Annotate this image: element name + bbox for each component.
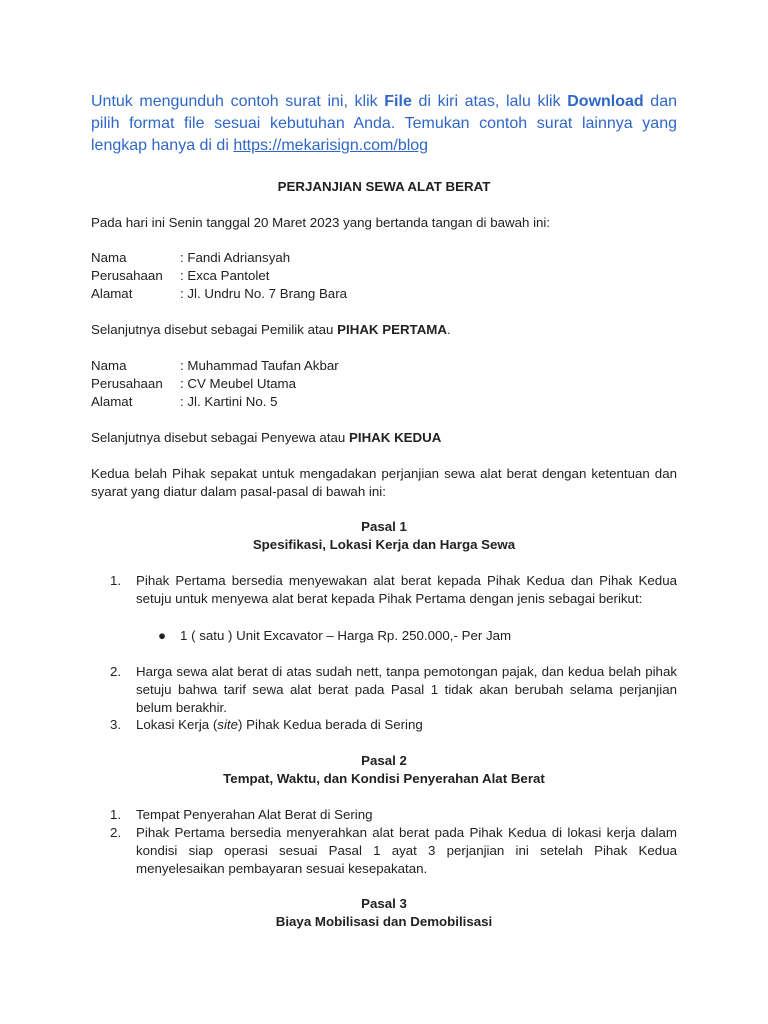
field-value: : Exca Pantolet bbox=[180, 268, 270, 283]
pasal2-item2: Pihak Pertama bersedia menyerahkan alat berat pada Pihak Kedua di lokasi kerja dalam kondisi siap operasi sesuai Pasal 1 ayat 3 perjanjian ini setelah Pihak Kedua menyelesaikan pembayaran sesuai kesepakatan. bbox=[136, 825, 677, 876]
party1-name-row bbox=[91, 249, 290, 267]
party2-address-row bbox=[91, 393, 278, 411]
pasal1-heading: Pasal 1 bbox=[361, 519, 407, 534]
pasal2-subheading: Tempat, Waktu, dan Kondisi Penyerahan Alat Berat bbox=[223, 771, 545, 786]
designation-text: . bbox=[446, 322, 451, 337]
file-keyword: File bbox=[384, 93, 412, 110]
list-number: 2. bbox=[110, 825, 122, 840]
field-value: : Jl. Kartini No. 5 bbox=[180, 394, 278, 409]
party1-address-row bbox=[91, 285, 347, 303]
field-label: Nama bbox=[91, 358, 127, 373]
party1-company-row bbox=[91, 267, 269, 285]
item-text: ) Pihak Kedua berada di Sering bbox=[238, 717, 423, 732]
party1-designation bbox=[91, 321, 677, 339]
blog-link[interactable]: https://mekarisign.com/blog bbox=[233, 137, 429, 154]
bullet-icon: ● bbox=[158, 628, 167, 643]
designation-text: Selanjutnya disebut sebagai Pemilik atau bbox=[91, 322, 338, 337]
pasal2-heading: Pasal 2 bbox=[361, 753, 407, 768]
field-label: Perusahaan bbox=[91, 268, 163, 283]
item-text: Lokasi Kerja ( bbox=[136, 717, 218, 732]
list-number: 2. bbox=[110, 664, 122, 679]
list-number: 3. bbox=[110, 717, 122, 732]
designation-bold: PIHAK KEDUA bbox=[349, 430, 442, 445]
field-label: Alamat bbox=[91, 286, 133, 301]
pasal1-item2: Harga sewa alat berat di atas sudah nett, tanpa pemotongan pajak, dan kedua belah pihak setuju bahwa tarif sewa alat berat pada Pasal 1 tidak akan berubah selama perjanjian belum berakhir. bbox=[136, 664, 677, 715]
download-instructions bbox=[91, 91, 677, 157]
field-value: : CV Meubel Utama bbox=[180, 376, 297, 391]
pasal1-subheading: Spesifikasi, Lokasi Kerja dan Harga Sewa bbox=[252, 537, 516, 552]
field-label: Perusahaan bbox=[91, 376, 163, 391]
list-number: 1. bbox=[110, 807, 122, 822]
intro-text: di kiri atas, lalu klik bbox=[411, 93, 568, 110]
pasal3-heading: Pasal 3 bbox=[361, 896, 407, 911]
pasal2-item1: Tempat Penyerahan Alat Berat di Sering bbox=[136, 807, 373, 822]
pasal1-item1: Pihak Pertama bersedia menyewakan alat berat kepada Pihak Kedua dan Pihak Kedua setuju untuk menyewa alat berat kepada Pihak Pertama dengan jenis sebagai berikut: bbox=[136, 573, 677, 606]
designation-text: Selanjutnya disebut sebagai Penyewa atau bbox=[91, 430, 349, 445]
document-title: PERJANJIAN SEWA ALAT BERAT bbox=[277, 179, 491, 194]
intro-text: dan pilih format file sesuai kebutuhan Anda. Temukan contoh surat lainnya yang lengkap hanya di di bbox=[91, 93, 677, 154]
opening-paragraph: Pada hari ini Senin tanggal 20 Maret 2023 yang bertanda tangan di bawah ini: bbox=[91, 215, 551, 230]
download-keyword: Download bbox=[567, 93, 644, 110]
field-value: : Muhammad Taufan Akbar bbox=[180, 358, 339, 373]
designation-bold: PIHAK PERTAMA bbox=[337, 322, 447, 337]
party2-company-row bbox=[91, 375, 296, 393]
agreement-paragraph: Kedua belah Pihak sepakat untuk mengadakan perjanjian sewa alat berat dengan ketentuan dan syarat yang diatur dalam pasal-pasal di bawah ini: bbox=[91, 466, 677, 499]
field-label: Alamat bbox=[91, 394, 133, 409]
party2-name-row bbox=[91, 357, 339, 375]
party2-designation bbox=[91, 429, 677, 447]
list-number: 1. bbox=[110, 573, 122, 588]
pasal3-subheading: Biaya Mobilisasi dan Demobilisasi bbox=[275, 914, 493, 929]
item-italic: site bbox=[217, 717, 238, 732]
field-value: : Jl. Undru No. 7 Brang Bara bbox=[180, 286, 348, 301]
field-label: Nama bbox=[91, 250, 127, 265]
intro-text: Untuk mengunduh contoh surat ini, klik bbox=[91, 93, 385, 110]
pasal1-bullet-item: 1 ( satu ) Unit Excavator – Harga Rp. 250.000,- Per Jam bbox=[180, 628, 512, 643]
pasal1-item3 bbox=[136, 716, 677, 734]
field-value: : Fandi Adriansyah bbox=[180, 250, 291, 265]
